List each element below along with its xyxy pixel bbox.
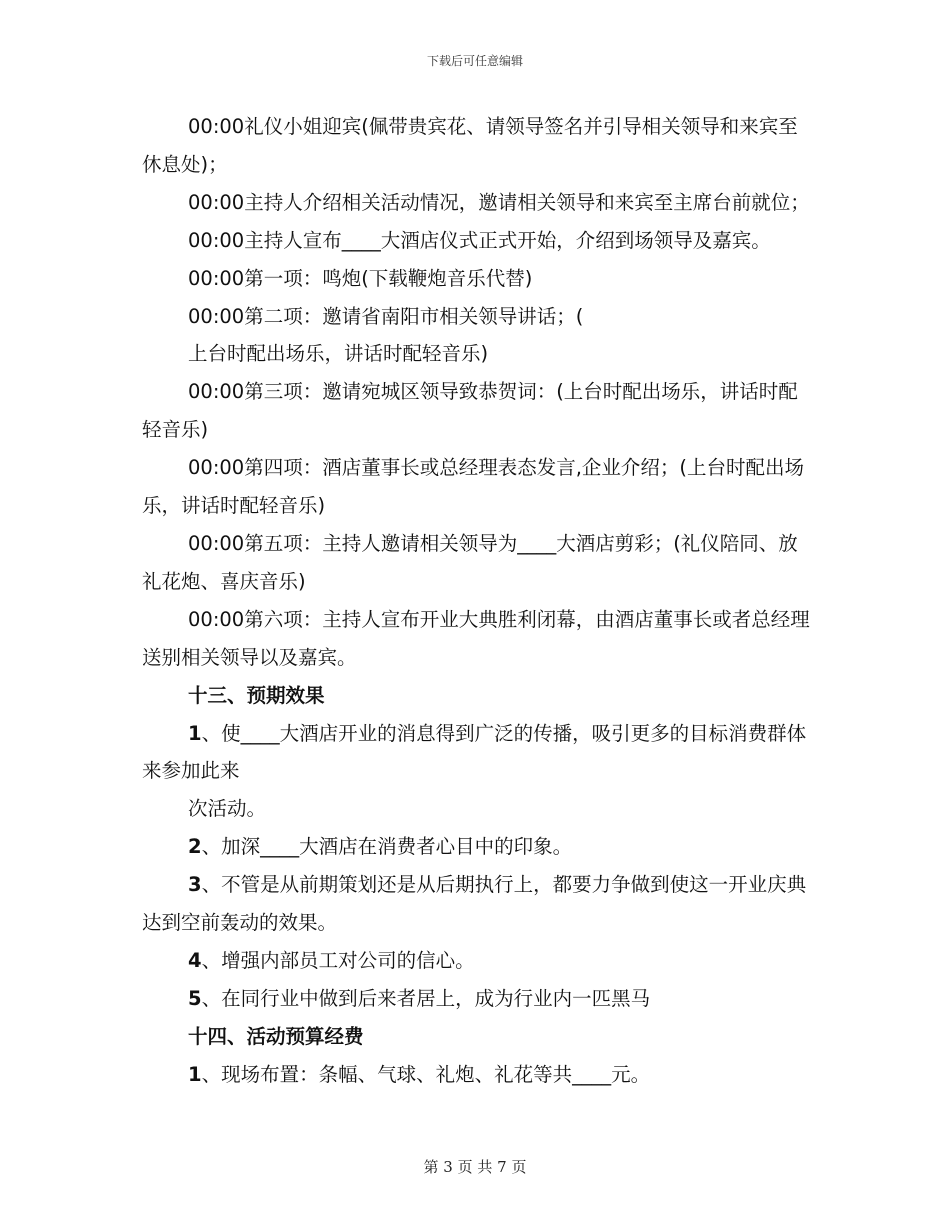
paragraph: 00:00第二项：邀请省南阳市相关领导讲话；(	[188, 304, 584, 328]
document-body	[142, 108, 812, 1094]
paragraph: 00:00主持人宣布____大酒店仪式正式开始，介绍到场领导及嘉宾。	[188, 228, 771, 252]
paragraph: 00:00第三项：邀请宛城区领导致恭贺词：(上台时配出场乐，讲话时配轻音乐)	[142, 380, 798, 442]
paragraph: 00:00第五项：主持人邀请相关领导为____大酒店剪彩；(礼仪陪同、放礼花炮、喜庆音乐)	[142, 531, 798, 593]
item-number: 3	[188, 873, 202, 897]
section-heading: 十四、活动预算经费	[188, 1024, 364, 1048]
paragraph: 00:00第六项：主持人宣布开业大典胜利闭幕，由酒店董事长或者总经理送别相关领导以及嘉宾。	[142, 607, 810, 669]
item-number: 1	[188, 1062, 202, 1086]
list-item: 2、加深____大酒店在消费者心目中的印象。	[188, 835, 573, 859]
paragraph: 00:00第四项：酒店董事长或总经理表态发言,企业介绍；(上台时配出场乐，讲话时配轻音乐)	[142, 456, 805, 518]
item-number: 4	[188, 948, 202, 972]
page-footer: 第 3 页 共 7 页	[423, 1158, 527, 1176]
paragraph: 00:00第一项：鸣炮(下载鞭炮音乐代替)	[188, 266, 533, 290]
item-number: 5	[188, 986, 202, 1010]
paragraph: 上台时配出场乐，讲话时配轻音乐)	[188, 342, 489, 366]
paragraph: 00:00主持人介绍相关活动情况，邀请相关领导和来宾至主席台前就位；	[188, 190, 810, 214]
list-item: 5、在同行业中做到后来者居上，成为行业内一匹黑马	[188, 986, 651, 1010]
list-item: 1、现场布置：条幅、气球、礼炮、礼花等共____元。	[188, 1062, 651, 1086]
page-header: 下载后可任意编辑	[426, 54, 523, 68]
paragraph: 00:00礼仪小姐迎宾(佩带贵宾花、请领导签名并引导相关领导和来宾至休息处)；	[142, 115, 798, 176]
list-item-continuation: 次活动。	[188, 797, 267, 821]
list-item: 1、使____大酒店开业的消息得到广泛的传播，吸引更多的目标消费群体来参加此来	[142, 721, 807, 783]
item-number: 1	[188, 721, 202, 745]
item-number: 2	[188, 835, 202, 859]
list-item: 4、增强内部员工对公司的信心。	[188, 948, 475, 972]
list-item: 3、不管是从前期策划还是从后期执行上，都要力争做到使这一开业庆典达到空前轰动的效果。	[142, 873, 807, 935]
section-heading: 十三、预期效果	[188, 683, 325, 707]
